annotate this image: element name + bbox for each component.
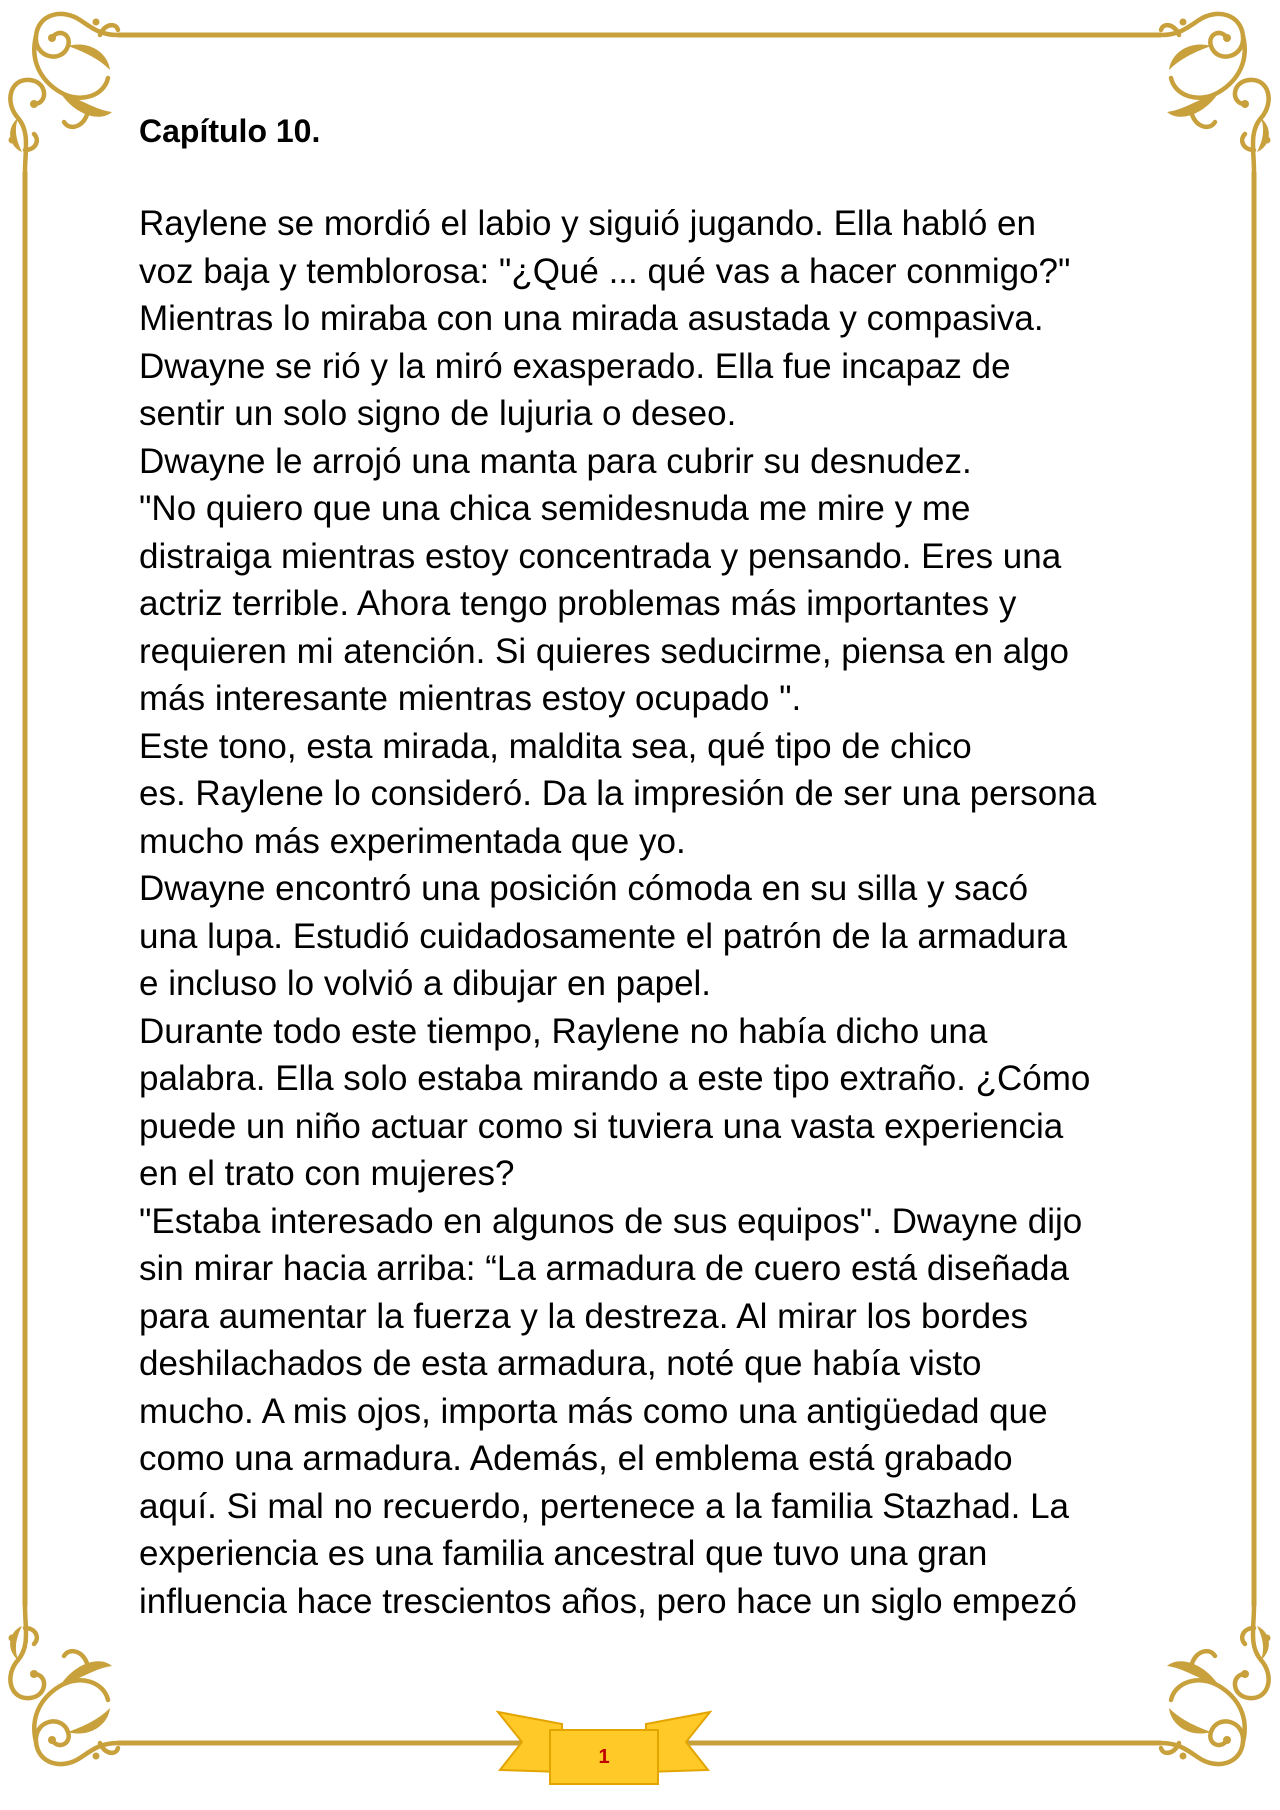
page-number-badge [490,1704,718,1794]
text-line: aquí. Si mal no recuerdo, pertenece a la familia Stazhad. La [139,1486,1069,1526]
text-line: influencia hace trescientos años, pero hace un siglo empezó [139,1581,1077,1621]
text-line: deshilachados de esta armadura, noté que había visto [139,1344,982,1383]
page-number: 1 [598,1746,610,1768]
text-line: "No quiero que una chica semidesnuda me mire y me [139,489,971,528]
text-line: Este tono, esta mirada, maldita sea, qué tipo de chico [139,726,972,766]
text-line: sentir un solo signo de lujuria o deseo. [139,394,737,433]
text-line: sin mirar hacia arriba: “La armadura de cuero está diseñada [139,1249,1069,1288]
corner-ornament-top-left-icon [9,14,119,172]
text-line: requieren mi atención. Si quieres seducirme, piensa en algo [139,631,1069,671]
text-line: como una armadura. Además, el emblema está grabado [139,1439,1013,1478]
text-line: es. Raylene lo consideró. Da la impresión de ser una persona [139,774,1097,813]
text-line: en el trato con mujeres? [139,1154,515,1193]
chapter-body [139,200,1199,1625]
text-line: palabra. Ella solo estaba mirando a este tipo extraño. ¿Cómo [139,1059,1091,1098]
text-line: actriz terrible. Ahora tengo problemas más importantes y [139,584,1017,623]
chapter-title: Capítulo 10. [139,113,321,149]
text-line: una lupa. Estudió cuidadosamente el patrón de la armadura [139,916,1068,956]
corner-ornament-top-right-icon [1161,14,1271,172]
text-line: experiencia es una familia ancestral que tuvo una gran [139,1534,988,1573]
text-line: mucho. A mis ojos, importa más como una antigüedad que [139,1391,1048,1431]
corner-ornament-bottom-left-icon [9,1606,119,1764]
text-line: voz baja y temblorosa: "¿Qué ... qué vas a hacer conmigo?" [139,251,1071,291]
text-line: Raylene se mordió el labio y siguió jugando. Ella habló en [139,204,1036,243]
text-line: e incluso lo volvió a dibujar en papel. [139,964,712,1003]
text-line: puede un niño actuar como si tuviera una vasta experiencia [139,1106,1064,1146]
text-line: Dwayne encontró una posición cómoda en su silla y sacó [139,869,1029,908]
text-line: Dwayne le arrojó una manta para cubrir su desnudez. [139,441,972,481]
text-line: "Estaba interesado en algunos de sus equipos". Dwayne dijo [139,1201,1083,1241]
text-line: más interesante mientras estoy ocupado ". [139,679,802,718]
text-line: para aumentar la fuerza y la destreza. Al mirar los bordes [139,1296,1029,1336]
text-line: Dwayne se rió y la miró exasperado. Ella fue incapaz de [139,346,1011,386]
text-line: Durante todo este tiempo, Raylene no había dicho una [139,1011,988,1051]
text-line: mucho más experimentada que yo. [139,821,686,861]
text-line: distraiga mientras estoy concentrada y pensando. Eres una [139,536,1062,576]
text-line: Mientras lo miraba con una mirada asustada y compasiva. [139,299,1044,338]
corner-ornament-bottom-right-icon [1161,1606,1271,1764]
